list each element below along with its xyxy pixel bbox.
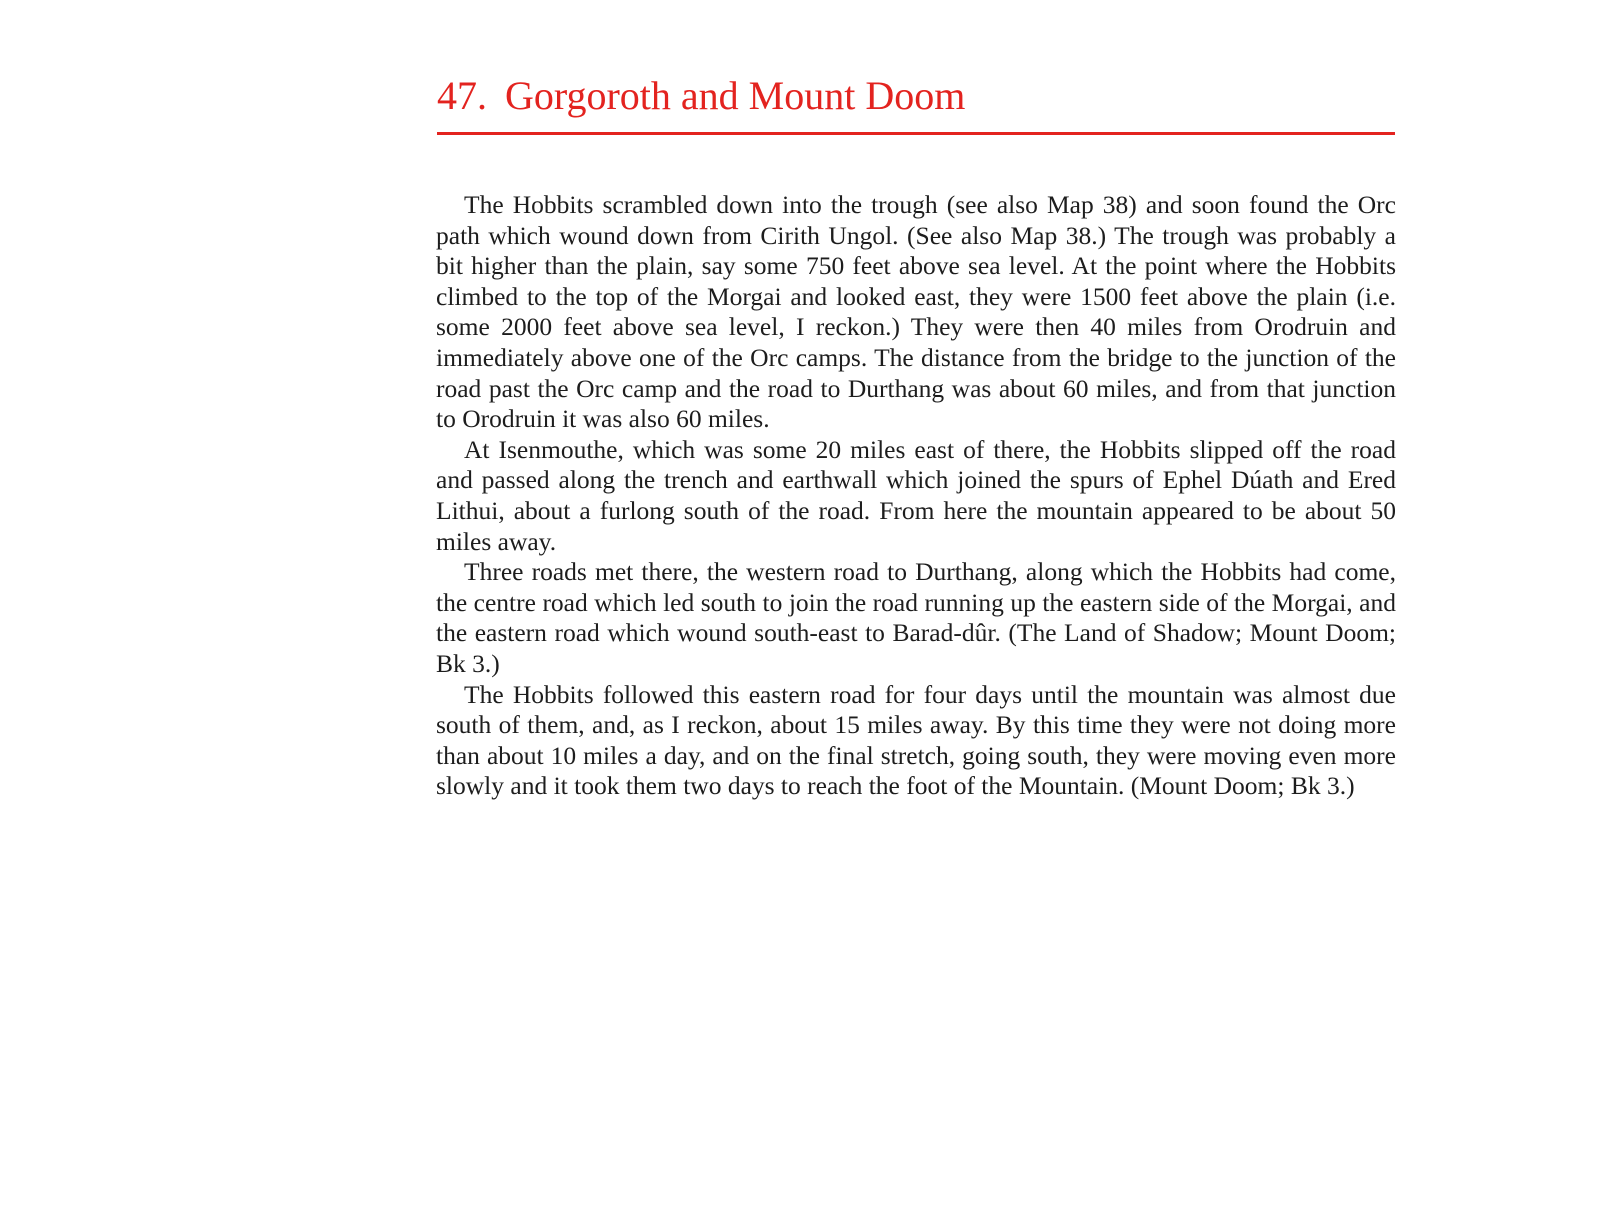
chapter-title: Gorgoroth and Mount Doom xyxy=(505,73,966,118)
paragraph: At Isenmouthe, which was some 20 miles east of there, the Hobbits slipped off the road and passed along the trench and earthwall which joined the spurs of Ephel Dúath and Ered Lithui, about a furlong south of the road. From here the mountain appeared to be about 50 miles away. xyxy=(436,434,1396,556)
heading-rule xyxy=(437,132,1395,135)
chapter-body xyxy=(436,190,1396,802)
paragraph: The Hobbits followed this eastern road for four days until the mountain was almost due south of them, and, as I reckon, about 15 miles away. By this time they were not doing more than about 10 miles a day, and on the final stretch, going south, they were moving even more slowly and it took them two days to reach the foot of the Mountain. (Mount Doom; Bk 3.) xyxy=(436,679,1396,801)
chapter-number: 47. xyxy=(437,73,487,118)
paragraph: Three roads met there, the western road to Durthang, along which the Hobbits had come, the centre road which led south to join the road running up the eastern side of the Morgai, and the eastern road which wound south-east to Barad-dûr. (The Land of Shadow; Mount Doom; Bk 3.) xyxy=(436,557,1396,678)
chapter-heading xyxy=(437,72,965,120)
paragraph: The Hobbits scrambled down into the trough (see also Map 38) and soon found the Orc path which wound down from Cirith Ungol. (See also Map 38.) The trough was probably a bit higher than the plain, say some 750 feet above sea level. At the point where the Hobbits climbed to the top of the Morgai and looked east, they were 1500 feet above the plain (i.e. some 2000 feet above sea level, I reckon.) They were then 40 miles from Orodruin and immediately above one of the Orc camps. The distance from the bridge to the junction of the road past the Orc camp and the road to Durthang was about 60 miles, and from that junction to Orodruin it was also 60 miles. xyxy=(436,190,1396,434)
